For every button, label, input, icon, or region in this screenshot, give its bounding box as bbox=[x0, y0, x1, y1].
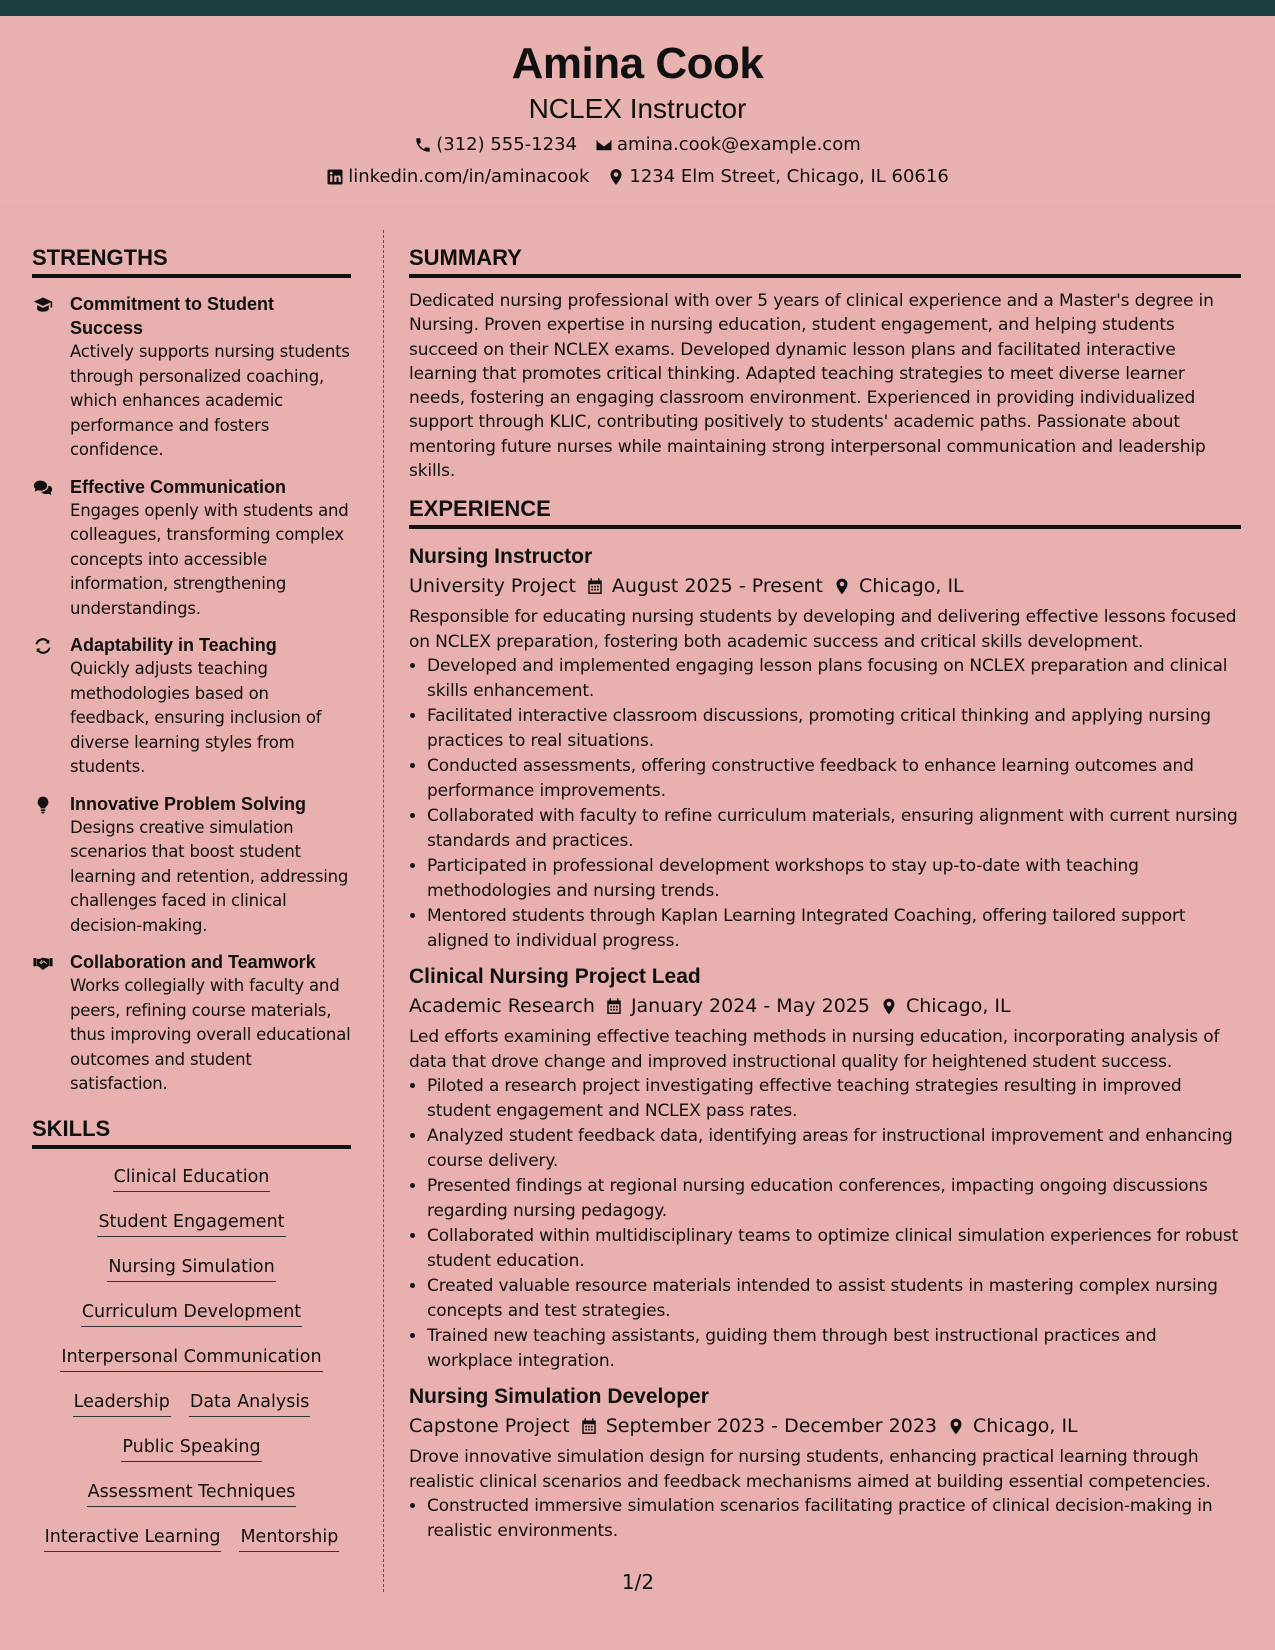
job-bullet: • Collaborated with faculty to refine curriculum materials, ensuring alignment with current nursing standards and practices. bbox=[427, 804, 1241, 853]
job-bullet: • Conducted assessments, offering constructive feedback to enhance learning outcomes and performance improvements. bbox=[427, 754, 1241, 803]
job-org: Capstone Project bbox=[409, 1415, 570, 1438]
job-bullet: • Created valuable resource materials intended to assist students in mastering complex nursing concepts and test strategies. bbox=[427, 1274, 1241, 1323]
job-bullets bbox=[409, 654, 1241, 953]
skill-tag: Assessment Techniques bbox=[87, 1480, 297, 1507]
skill-tag: Nursing Simulation bbox=[107, 1255, 275, 1282]
job-bullets bbox=[409, 1074, 1241, 1373]
job-bullet: • Analyzed student feedback data, identifying areas for instructional improvement and enhancing course delivery. bbox=[427, 1124, 1241, 1173]
job-bullets bbox=[409, 1494, 1241, 1543]
contact-row-2 bbox=[0, 166, 1275, 188]
skill-tag: Leadership bbox=[73, 1390, 171, 1417]
job-dates bbox=[586, 571, 823, 601]
job-location-text: Chicago, IL bbox=[859, 575, 964, 598]
skill-row bbox=[32, 1390, 351, 1435]
strength-desc: Designs creative simulation scenarios that boost student learning and retention, addressing challenges faced in clinical decision-making. bbox=[70, 817, 349, 935]
comments-icon bbox=[33, 478, 53, 498]
job-bullet: • Piloted a research project investigating effective teaching strategies resulting in improved student engagement and NCLEX pass rates. bbox=[427, 1074, 1241, 1123]
resume-header bbox=[0, 16, 1275, 204]
skill-tag: Clinical Education bbox=[113, 1165, 271, 1192]
job-entry bbox=[409, 1383, 1241, 1543]
calendar-icon bbox=[586, 577, 604, 596]
strength-desc: Quickly adjusts teaching methodologies based on feedback, ensuring inclusion of diverse learning styles from students. bbox=[70, 659, 322, 776]
email-contact[interactable] bbox=[595, 134, 861, 156]
strength-title: Adaptability in Teaching bbox=[70, 635, 277, 655]
skill-tag: Interpersonal Communication bbox=[60, 1345, 322, 1372]
strength-title: Effective Communication bbox=[70, 476, 287, 497]
skill-row bbox=[32, 1480, 351, 1525]
job-dates-text: September 2023 - December 2023 bbox=[605, 1415, 938, 1438]
column-divider bbox=[383, 230, 384, 1592]
calendar-icon bbox=[580, 1417, 598, 1436]
job-title: Nursing Instructor bbox=[409, 545, 593, 569]
strength-desc: Engages openly with students and colleagues, transforming complex concepts into accessible information, strengthening understandings. bbox=[70, 500, 349, 618]
skill-row bbox=[32, 1255, 351, 1300]
map-marker-icon bbox=[880, 997, 898, 1016]
job-description: Responsible for educating nursing students by developing and delivering effective lessons focused on NCLEX preparation, fostering both academic success and critical skills development. bbox=[409, 607, 1237, 652]
address-text: 1234 Elm Street, Chicago, IL 60616 bbox=[629, 166, 949, 187]
strength-item bbox=[32, 792, 351, 939]
job-location-text: Chicago, IL bbox=[905, 995, 1011, 1018]
job-dates-text: January 2024 - May 2025 bbox=[630, 995, 870, 1018]
job-bullet: • Trained new teaching assistants, guiding them through best instructional practices and workplace integration. bbox=[427, 1324, 1241, 1373]
job-dates bbox=[605, 991, 870, 1021]
phone-text: (312) 555-1234 bbox=[436, 134, 578, 155]
lightbulb-icon bbox=[33, 795, 53, 815]
job-bullet: • Presented findings at regional nursing education conferences, impacting ongoing discussions regarding nursing pedagogy. bbox=[427, 1174, 1241, 1223]
skills-list bbox=[32, 1163, 351, 1570]
linkedin-icon bbox=[326, 168, 344, 186]
calendar-icon bbox=[605, 997, 623, 1016]
map-marker-icon bbox=[947, 1417, 965, 1436]
strength-desc: Actively supports nursing students through personalized coaching, which enhances academic performance and fosters confidence. bbox=[70, 342, 350, 459]
job-dates-text: August 2025 - Present bbox=[611, 575, 823, 598]
candidate-role: NCLEX Instructor bbox=[528, 93, 747, 124]
experience-list bbox=[409, 543, 1241, 1543]
strength-item bbox=[32, 633, 351, 780]
summary-heading: SUMMARY bbox=[409, 244, 1241, 278]
page-number: 1/2 bbox=[621, 1570, 655, 1594]
right-column bbox=[409, 244, 1241, 1553]
job-org: University Project bbox=[409, 575, 576, 598]
job-meta bbox=[409, 1411, 1241, 1441]
skill-tag: Student Engagement bbox=[97, 1210, 285, 1237]
experience-heading: EXPERIENCE bbox=[409, 495, 1241, 529]
skill-row bbox=[32, 1300, 351, 1345]
address-contact bbox=[607, 166, 948, 188]
strength-title: Commitment to Student Success bbox=[70, 294, 274, 338]
job-entry bbox=[409, 963, 1241, 1373]
skill-row bbox=[32, 1210, 351, 1255]
job-description: Led efforts examining effective teaching methods in nursing education, incorporating analysis of data that drove change and improved instructional quality for heightened student success. bbox=[409, 1027, 1220, 1072]
job-org: Academic Research bbox=[409, 995, 595, 1018]
job-description: Drove innovative simulation design for nursing students, enhancing practical learning through realistic clinical scenarios and feedback mechanisms aimed at building essential competencies. bbox=[409, 1447, 1211, 1492]
summary-text: Dedicated nursing professional with over 5 years of clinical experience and a Master's degree in Nursing. Proven expertise in nursing education, student engagement, and helping students succeed on their NCLEX exams. Developed dynamic lesson plans and facilitated interactive learning that promotes critical thinking. Adapted teaching strategies to meet diverse learner needs, fostering an engaging classroom environment. Experienced in providing individualized support through KLIC, contributing positively to students' academic paths. Passionate about mentoring future nurses while maintaining strong interpersonal communication and leadership skills. bbox=[409, 291, 1214, 482]
strength-item bbox=[32, 950, 351, 1097]
job-bullet: • Developed and implemented engaging lesson plans focusing on NCLEX preparation and clinical skills enhancement. bbox=[427, 654, 1241, 703]
job-title: Clinical Nursing Project Lead bbox=[409, 965, 701, 989]
job-location bbox=[880, 991, 1011, 1021]
graduation-cap-icon bbox=[33, 295, 53, 315]
skill-row bbox=[32, 1165, 351, 1210]
linkedin-text: linkedin.com/in/aminacook bbox=[348, 166, 590, 187]
skill-row bbox=[32, 1525, 351, 1570]
skills-heading: SKILLS bbox=[32, 1115, 351, 1149]
handshake-icon bbox=[33, 953, 53, 973]
phone-icon bbox=[414, 136, 432, 154]
linkedin-contact[interactable] bbox=[326, 166, 589, 188]
job-meta bbox=[409, 991, 1241, 1021]
job-bullet: • Constructed immersive simulation scenarios facilitating practice of clinical decision-making in realistic environments. bbox=[427, 1494, 1241, 1543]
job-bullet: • Facilitated interactive classroom discussions, promoting critical thinking and applying nursing practices to real situations. bbox=[427, 704, 1241, 753]
skill-tag: Public Speaking bbox=[121, 1435, 261, 1462]
skill-row bbox=[32, 1345, 351, 1390]
job-location bbox=[947, 1411, 1078, 1441]
job-location bbox=[833, 571, 964, 601]
candidate-name: Amina Cook bbox=[511, 39, 764, 88]
job-bullet: • Mentored students through Kaplan Learning Integrated Coaching, offering tailored support aligned to individual progress. bbox=[427, 904, 1241, 953]
envelope-icon bbox=[595, 136, 613, 154]
strength-desc: Works collegially with faculty and peers, refining course materials, thus improving overall educational outcomes and student satisfaction. bbox=[70, 976, 351, 1093]
email-text: amina.cook@example.com bbox=[617, 134, 861, 155]
map-marker-icon bbox=[833, 577, 851, 596]
strength-item bbox=[32, 475, 351, 622]
map-marker-icon bbox=[607, 168, 625, 186]
job-dates bbox=[580, 1411, 937, 1441]
job-entry bbox=[409, 543, 1241, 953]
sync-icon bbox=[33, 636, 53, 656]
contact-row-1 bbox=[0, 134, 1275, 156]
strengths-heading: STRENGTHS bbox=[32, 244, 351, 278]
strength-title: Collaboration and Teamwork bbox=[70, 952, 316, 972]
skill-tag: Data Analysis bbox=[189, 1390, 310, 1417]
job-meta bbox=[409, 571, 1241, 601]
skill-tag: Mentorship bbox=[239, 1525, 339, 1552]
job-bullet: • Participated in professional development workshops to stay up-to-date with teaching methodologies and nursing trends. bbox=[427, 854, 1241, 903]
left-column bbox=[32, 244, 351, 1570]
skill-tag: Interactive Learning bbox=[44, 1525, 222, 1552]
strength-item bbox=[32, 292, 351, 463]
top-bar bbox=[0, 0, 1275, 16]
skill-tag: Curriculum Development bbox=[81, 1300, 302, 1327]
job-location-text: Chicago, IL bbox=[973, 1415, 1078, 1438]
strength-title: Innovative Problem Solving bbox=[70, 793, 307, 814]
job-bullet: • Collaborated within multidisciplinary teams to optimize clinical simulation experiences for robust student education. bbox=[427, 1224, 1241, 1273]
phone-contact bbox=[414, 134, 577, 156]
skill-row bbox=[32, 1435, 351, 1480]
job-title: Nursing Simulation Developer bbox=[409, 1385, 709, 1409]
